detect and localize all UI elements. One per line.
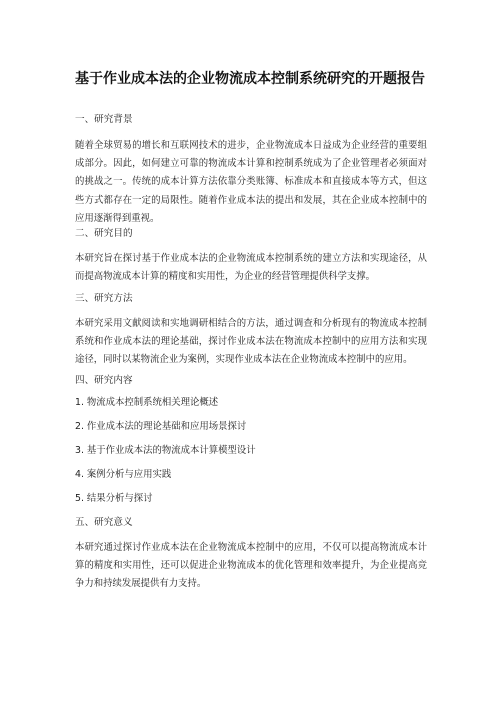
content-list-item: 3. 基于作业成本法的物流成本计算模型设计: [75, 445, 256, 456]
section-heading-background: 一、研究背景: [75, 114, 133, 125]
section-heading-significance: 五、研究意义: [75, 517, 133, 528]
content-list-item: 1. 物流成本控制系统相关理论概述: [75, 397, 219, 408]
section-heading-content: 四、研究内容: [75, 375, 133, 386]
content-list-item: 2. 作业成本法的理论基础和应用场景探讨: [75, 421, 247, 432]
section-body-purpose: 本研究旨在探讨基于作业成本法的企业物流成本控制系统的建立方法和实现途径，从而提高物流成本计算的精度和实用性，为企业的经营管理提供科学支撑。: [75, 253, 427, 283]
section-body-significance: 本研究通过探讨作业成本法在企业物流成本控制中的应用，不仅可以提高物流成本计算的精度和实用性，还可以促进企业物流成本的优化管理和效率提升，为企业提高竞争力和持续发展提供有力支持。: [75, 542, 427, 590]
section-body-background: 随着全球贸易的增长和互联网技术的进步，企业物流成本日益成为企业经营的重要组成部分。因此，如何建立可靠的物流成本计算和控制系统成为了企业管理者必须面对的挑战之一。传统的成本计算方法依靠分类账簿、标准成本和直接成本等方式，但这些方式都存在一定的局限性。随着作业成本法的提出和发展，其在企业成本控制中的应用逐渐得到重视。: [75, 140, 427, 224]
section-heading-method: 三、研究方法: [75, 293, 133, 304]
content-list-item: 4. 案例分析与应用实践: [75, 469, 172, 480]
section-heading-purpose: 二、研究目的: [75, 228, 133, 239]
section-body-method: 本研究采用文献阅读和实地调研相结合的方法，通过调查和分析现有的物流成本控制系统和作业成本法的理论基础，探讨作业成本法在物流成本控制中的应用方法和实现途径，同时以某物流企业为案例，实现作业成本法在企业物流成本控制中的应用。: [75, 318, 427, 366]
document-title: 基于作业成本法的企业物流成本控制系统研究的开题报告: [75, 71, 425, 87]
content-list-item: 5. 结果分析与探讨: [75, 493, 153, 504]
